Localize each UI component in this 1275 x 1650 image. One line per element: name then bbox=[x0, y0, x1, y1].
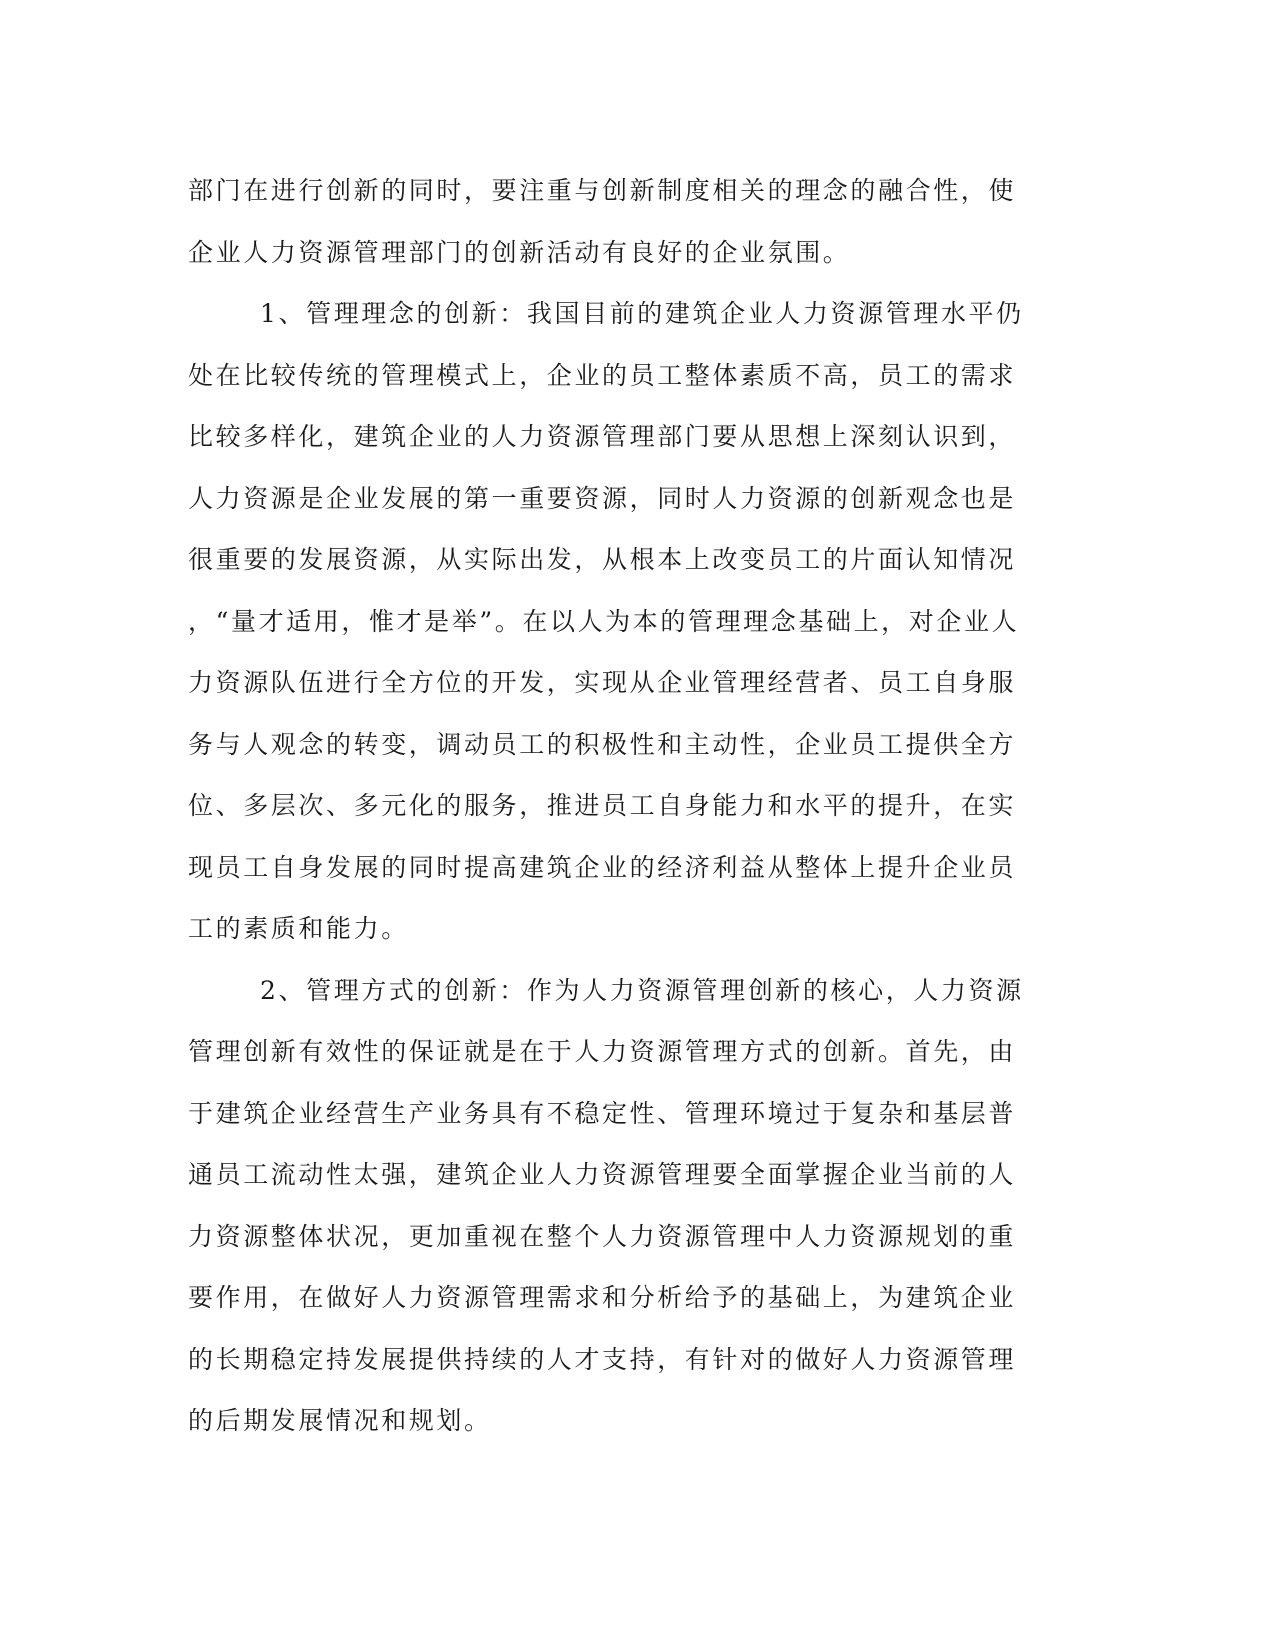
text-line: 管理创新有效性的保证就是在于人力资源管理方式的创新。首先，由 bbox=[188, 1037, 1017, 1066]
text-line: 现员工自身发展的同时提高建筑企业的经济利益从整体上提升企业员 bbox=[188, 852, 1017, 882]
text-line: 力资源队伍进行全方位的开发，实现从企业管理经营者、员工自身服 bbox=[188, 668, 1017, 697]
text-line: 通员工流动性太强，建筑企业人力资源管理要全面掌握企业当前的人 bbox=[188, 1160, 1017, 1189]
text-line: 比较多样化，建筑企业的人力资源管理部门要从思想上深刻认识到， bbox=[188, 422, 1017, 451]
text-line: 很重要的发展资源，从实际出发，从根本上改变员工的片面认知情况 bbox=[188, 545, 1017, 574]
text-line: 的长期稳定持发展提供持续的人才支持，有针对的做好人力资源管理 bbox=[188, 1344, 1017, 1374]
text-line: 力资源整体状况，更加重视在整个人力资源管理中人力资源规划的重 bbox=[188, 1221, 1017, 1251]
paragraph-1-heading-line: 1、管理理念的创新：我国目前的建筑企业人力资源管理水平仍 bbox=[260, 299, 1024, 328]
text-line: 的后期发展情况和规划。 bbox=[188, 1406, 492, 1435]
text-line: 工的素质和能力。 bbox=[188, 914, 409, 943]
text-line: 人力资源是企业发展的第一重要资源，同时人力资源的创新观念也是 bbox=[188, 483, 1017, 513]
text-line: 于建筑企业经营生产业务具有不稳定性、管理环境过于复杂和基层普 bbox=[188, 1098, 1017, 1128]
text-line: 企业人力资源管理部门的创新活动有良好的企业氛围。 bbox=[188, 237, 851, 267]
text-line: 处在比较传统的管理模式上，企业的员工整体素质不高，员工的需求 bbox=[188, 360, 1017, 390]
text-line: 部门在进行创新的同时，要注重与创新制度相关的理念的融合性，使 bbox=[188, 176, 1017, 205]
body-text bbox=[188, 160, 1058, 1452]
paragraph-2-heading-line: 2、管理方式的创新：作为人力资源管理创新的核心，人力资源 bbox=[260, 975, 1024, 1005]
text-line: ，“量才适用，惟才是举”。在以人为本的管理理念基础上，对企业人 bbox=[188, 606, 1020, 636]
text-line: 务与人观念的转变，调动员工的积极性和主动性，企业员工提供全方 bbox=[188, 729, 1017, 759]
text-line: 位、多层次、多元化的服务，推进员工自身能力和水平的提升，在实 bbox=[188, 791, 1017, 820]
text-line: 要作用，在做好人力资源管理需求和分析给予的基础上，为建筑企业 bbox=[188, 1283, 1017, 1312]
